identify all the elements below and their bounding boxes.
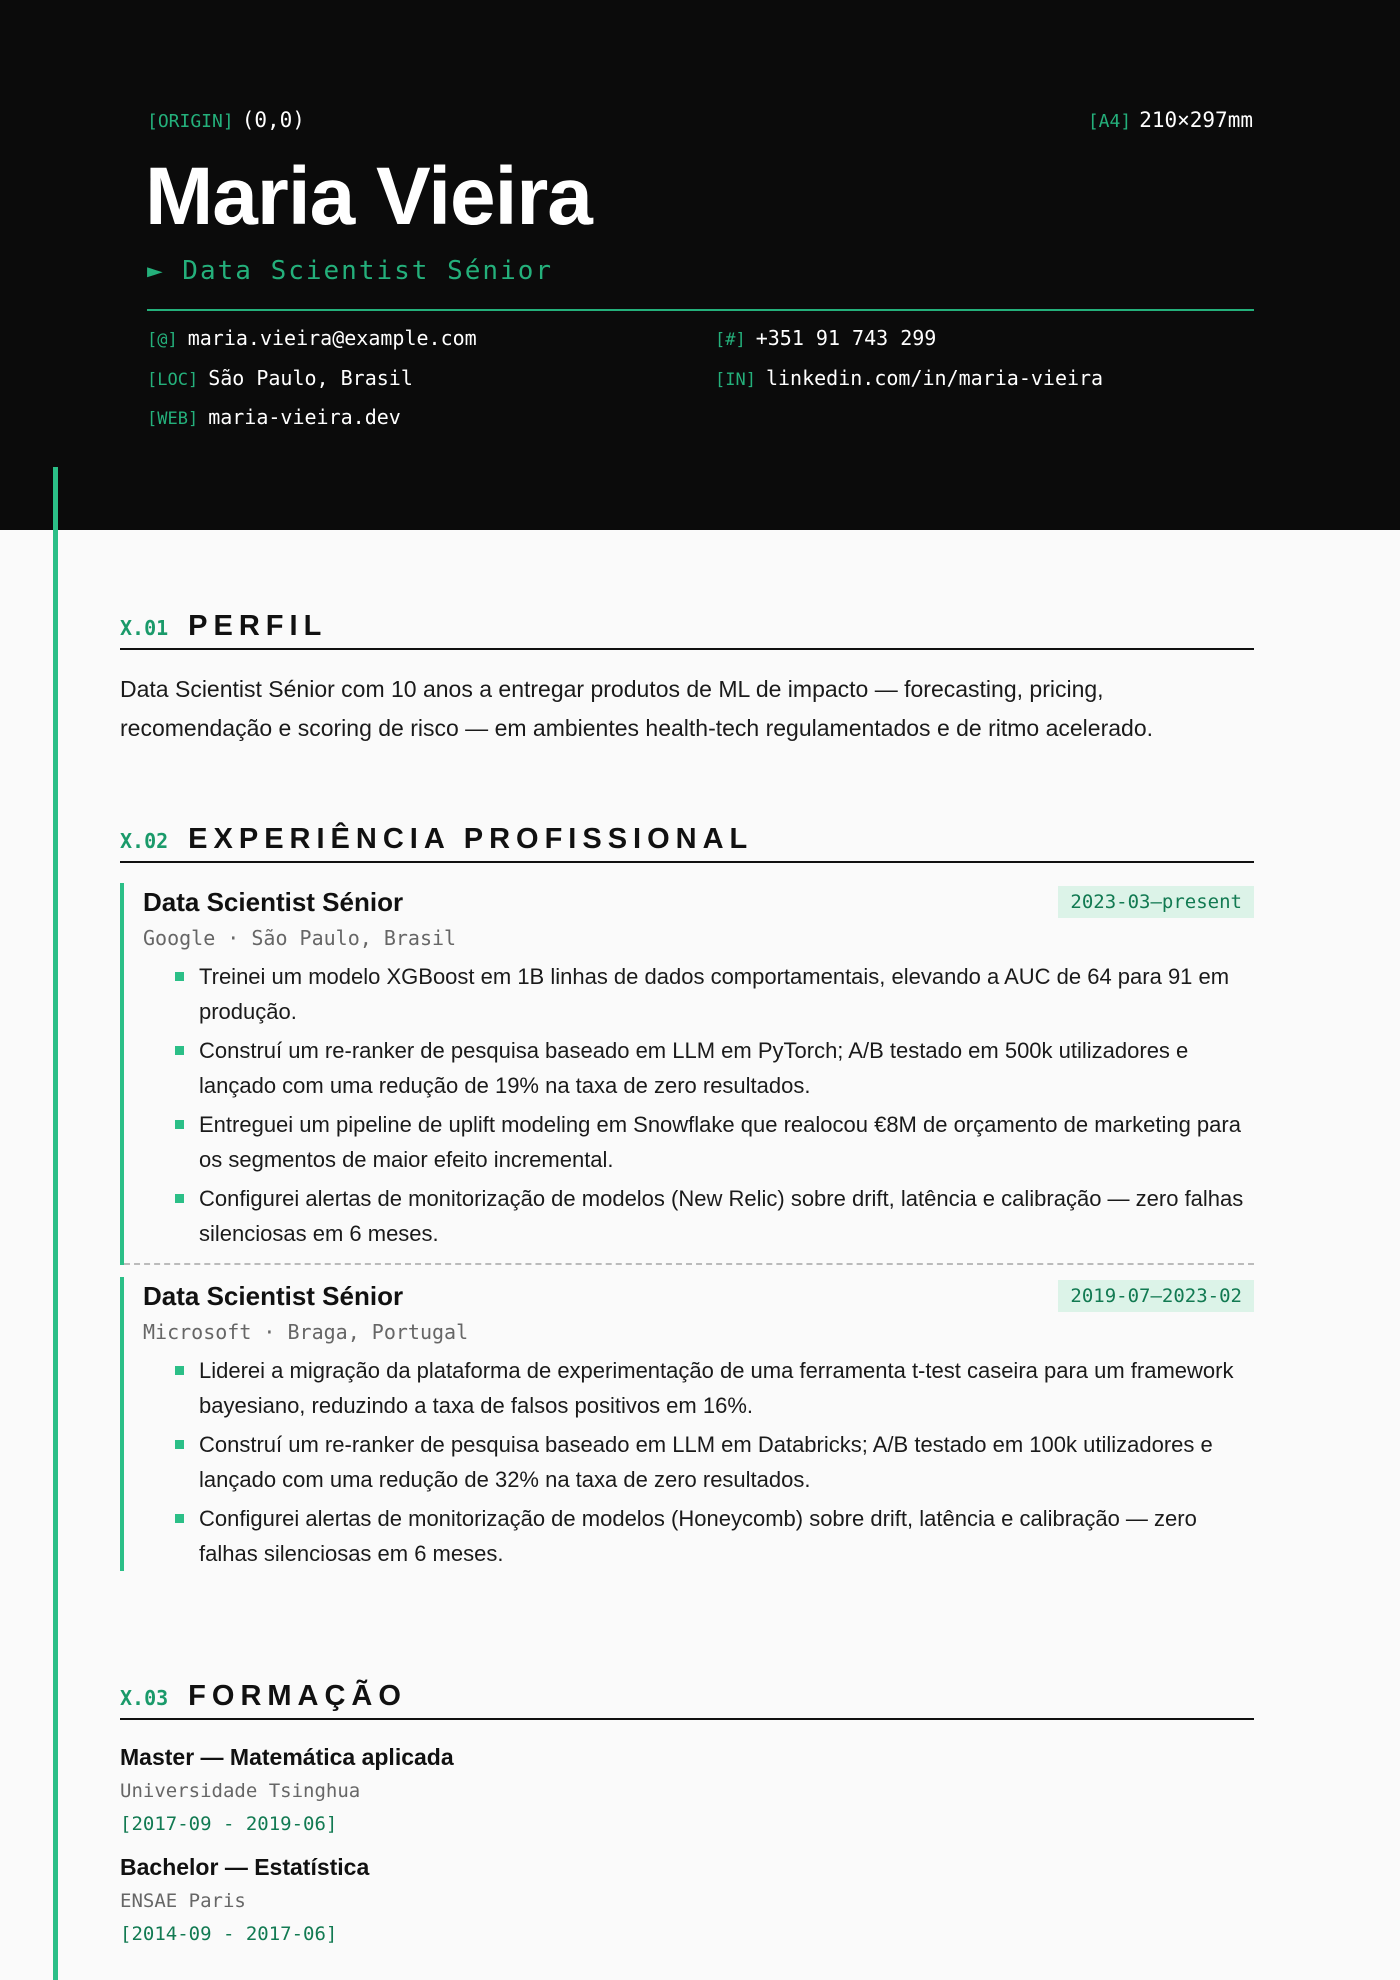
section-title: FORMAÇÃO	[188, 1680, 407, 1712]
achievement-item: Configurei alertas de monitorização de modelos (New Relic) sobre drift, latência e calibração — zero falhas silenciosas em 6 meses.	[143, 1181, 1254, 1251]
origin-marker	[147, 108, 305, 132]
paper-tag: [A4]	[1087, 111, 1132, 132]
location-tag: [LOC]	[147, 370, 199, 390]
contact-phone[interactable]	[715, 326, 936, 350]
web-tag: [WEB]	[147, 409, 199, 429]
achievement-item: Configurei alertas de monitorização de modelos (Honeycomb) sobre drift, latência e calibração — zero falhas silenciosas em 6 meses.	[143, 1501, 1254, 1571]
education-item	[120, 1850, 1254, 1950]
education-school: ENSAE Paris	[120, 1890, 246, 1912]
experience-section	[120, 823, 1254, 1571]
contact-location	[147, 366, 413, 390]
job-entry	[120, 883, 1254, 1265]
profile-heading	[120, 610, 1254, 650]
section-number: X.02	[120, 829, 169, 853]
candidate-role: ► Data Scientist Sénior	[147, 256, 554, 286]
paper-size-marker	[1088, 108, 1253, 132]
section-number: X.03	[120, 1686, 169, 1710]
education-section	[120, 1680, 1254, 1960]
achievement-item: Construí um re-ranker de pesquisa baseado em LLM em PyTorch; A/B testado em 500k utilizadores e lançado com uma redução de 19% na taxa de zero resultados.	[143, 1033, 1254, 1103]
paper-value: 210×297mm	[1139, 108, 1253, 132]
education-list	[120, 1740, 1254, 1950]
candidate-name: Maria Vieira	[145, 151, 592, 242]
achievement-item: Treinei um modelo XGBoost em 1B linhas de dados comportamentais, elevando a AUC de 64 para 91 em produção.	[143, 959, 1254, 1029]
job-title: Data Scientist Sénior	[143, 1281, 404, 1311]
profile-summary: Data Scientist Sénior com 10 anos a entregar produtos de ML de impacto — forecasting, pricing, recomendação e scoring de risco — em ambientes health-tech regulamentados e de ritmo acelerado.	[120, 676, 1154, 741]
location-value: São Paulo, Brasil	[208, 366, 413, 390]
resume-header	[0, 0, 1400, 530]
contact-linkedin[interactable]	[715, 366, 1103, 390]
education-school: Universidade Tsinghua	[120, 1780, 361, 1802]
achievement-item: Liderei a migração da plataforma de experimentação de uma ferramenta t-test caseira para um framework bayesiano, reduzindo a taxa de falsos positivos em 16%.	[143, 1353, 1254, 1423]
education-date: [2014-09 - 2017-06]	[120, 1923, 338, 1945]
job-organization: Microsoft · Braga, Portugal	[143, 1320, 469, 1344]
email-value[interactable]: maria.vieira@example.com	[187, 326, 477, 350]
job-separator	[124, 1263, 1254, 1265]
job-achievements	[143, 959, 1254, 1251]
phone-tag: [#]	[715, 330, 746, 350]
linkedin-value[interactable]: linkedin.com/in/maria-vieira	[765, 366, 1104, 390]
experience-heading	[120, 823, 1254, 863]
education-degree: Bachelor — Estatística	[120, 1854, 370, 1880]
job-date-badge: 2023-03–present	[1058, 886, 1254, 918]
section-number: X.01	[120, 616, 169, 640]
education-item	[120, 1740, 1254, 1840]
contact-email[interactable]	[147, 326, 477, 350]
education-degree: Master — Matemática aplicada	[120, 1744, 454, 1770]
job-title: Data Scientist Sénior	[143, 887, 404, 917]
education-heading	[120, 1680, 1254, 1720]
section-title: PERFIL	[188, 610, 328, 642]
header-divider	[147, 309, 1254, 311]
accent-side-line	[53, 467, 58, 1980]
linkedin-tag: [IN]	[715, 370, 756, 390]
origin-tag: [ORIGIN]	[147, 111, 234, 132]
job-entry	[120, 1277, 1254, 1571]
job-date-badge: 2019-07–2023-02	[1058, 1280, 1254, 1312]
education-date: [2017-09 - 2019-06]	[120, 1813, 338, 1835]
profile-section	[120, 610, 1254, 748]
email-tag: [@]	[147, 330, 178, 350]
achievement-item: Entreguei um pipeline de uplift modeling em Snowflake que realocou €8M de orçamento de marketing para os segmentos de maior efeito incremental.	[143, 1107, 1254, 1177]
job-achievements	[143, 1353, 1254, 1571]
phone-value[interactable]: +351 91 743 299	[755, 326, 937, 350]
job-list	[120, 883, 1254, 1571]
job-organization: Google · São Paulo, Brasil	[143, 926, 457, 950]
section-title: EXPERIÊNCIA PROFISSIONAL	[188, 823, 754, 855]
web-value[interactable]: maria-vieira.dev	[208, 405, 401, 429]
origin-value: (0,0)	[241, 108, 305, 132]
achievement-item: Construí um re-ranker de pesquisa baseado em LLM em Databricks; A/B testado em 100k utilizadores e lançado com uma redução de 32% na taxa de zero resultados.	[143, 1427, 1254, 1497]
contact-web[interactable]	[147, 405, 401, 429]
